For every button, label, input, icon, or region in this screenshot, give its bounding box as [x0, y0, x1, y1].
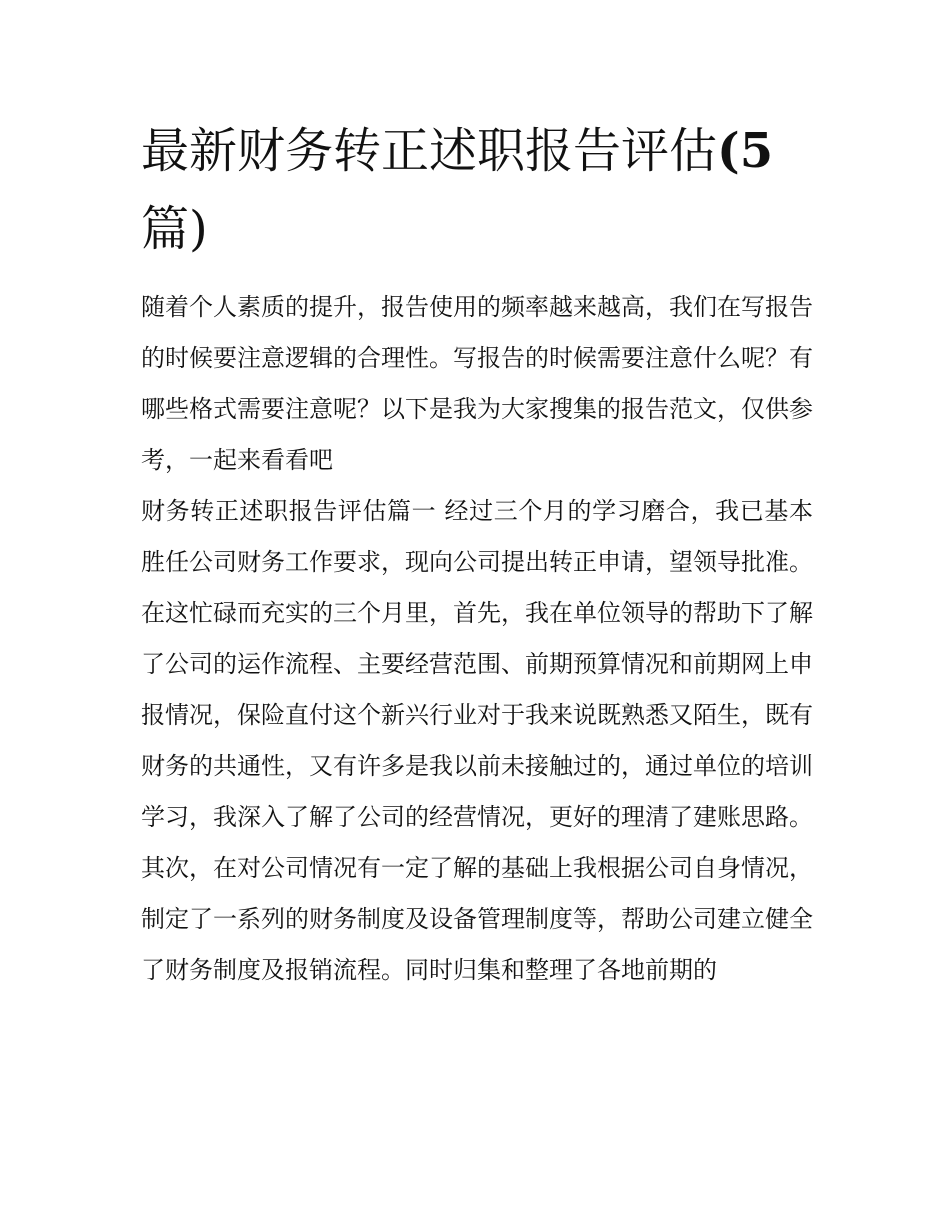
- title-line-2: 篇): [141, 201, 208, 257]
- title-count: (5: [717, 123, 774, 179]
- paragraph-first: 在这忙碌而充实的三个月里，首先，我在单位领导的帮助下了解了公司的运作流程、主要经营范围、前期预算情况和前期网上申报情况，保险直付这个新兴行业对于我来说既熟悉又陌生，既有财务的共通性，又有许多是我以前未接触过的，通过单位的培训学习，我深入了解了公司的经营情况，更好的理清了建账思路。: [141, 599, 813, 831]
- document-title: [141, 112, 813, 268]
- paragraph-intro: 随着个人素质的提升，报告使用的频率越来越高，我们在写报告的时候要注意逻辑的合理性。写报告的时候需要注意什么呢？有哪些格式需要注意呢？以下是我为大家搜集的报告范文，仅供参考，一起来看看吧: [141, 293, 813, 474]
- paragraph-section-1: 财务转正述职报告评估篇一 经过三个月的学习磨合，我已基本胜任公司财务工作要求，现向公司提出转正申请，望领导批准。: [141, 497, 813, 576]
- paragraph-second: 其次，在对公司情况有一定了解的基础上我根据公司自身情况，制定了一系列的财务制度及设备管理制度等，帮助公司建立健全了财务制度及报销流程。同时归集和整理了各地前期的: [141, 854, 813, 984]
- document-body: [141, 112, 813, 996]
- title-main: 最新财务转正述职报告评估: [141, 123, 718, 179]
